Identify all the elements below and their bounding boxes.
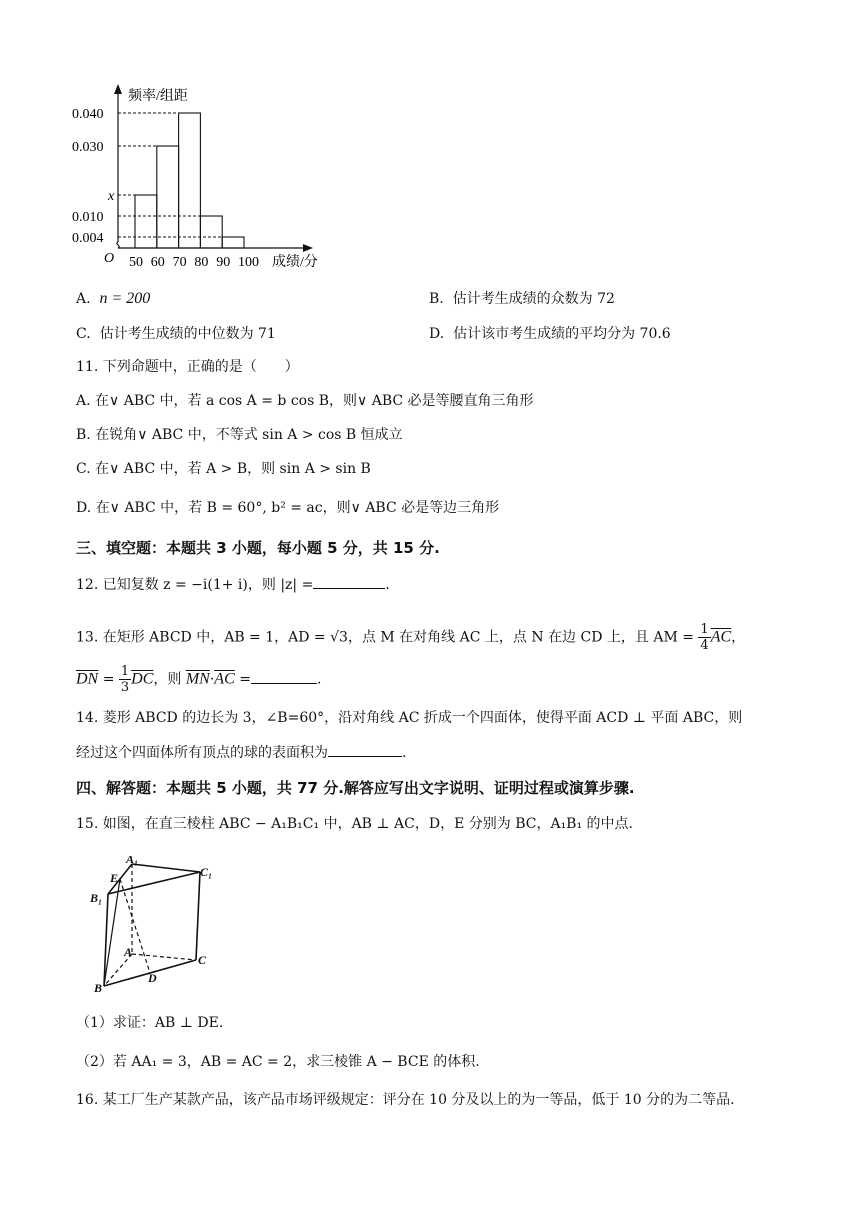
histogram-bar <box>222 237 244 248</box>
q10-option-b: B. 估计考生成绩的众数为 72 <box>429 291 615 307</box>
vector-dc: $\overline{DC}$ <box>131 670 154 688</box>
q11-option-a: A. 在∨ ABC 中，若 a cos A = b cos B，则∨ ABC 必是等腰直角三角形 <box>76 393 534 409</box>
x-axis-label: 成绩/分 <box>272 255 318 270</box>
vector-ac: $\overline{AC}$ <box>710 628 732 646</box>
histogram-bar <box>135 195 157 248</box>
origin-label: O <box>104 251 115 266</box>
label-c1: C₁ <box>200 865 213 879</box>
q13-line2: $\overline{DN}$ = $\frac{1}{3}$ $\overline{DC}$，则 $\overline{MN}\cdot\overline{AC}$ = . <box>76 664 322 695</box>
label-d: D <box>148 971 157 985</box>
label-a: A <box>124 945 133 959</box>
label-c: C <box>198 953 207 967</box>
q14-line2: 经过这个四面体所有顶点的球的表面积为 . <box>76 742 406 763</box>
answer-blank[interactable] <box>328 742 402 757</box>
histogram-bar <box>200 216 222 248</box>
q11-option-c: C. 在∨ ABC 中，若 A > B，则 sin A > sin B <box>76 461 371 477</box>
y-tick-label: 0.040 <box>72 107 104 122</box>
fraction-one-third: $\frac{1}{3}$ <box>120 664 130 695</box>
prism-figure <box>88 856 223 996</box>
x-tick-label: 90 <box>216 255 231 270</box>
x-tick-label: 50 <box>129 255 143 270</box>
option-a-math: n = 200 <box>99 290 151 307</box>
q10-option-d: D. 估计该市考生成绩的平均分为 70.6 <box>429 326 671 342</box>
q15-stem: 15. 如图，在直三棱柱 ABC − A₁B₁C₁ 中，AB ⊥ AC，D，E 分别为 BC，A₁B₁ 的中点. <box>76 816 633 832</box>
section-3-heading: 三、填空题：本题共 3 小题，每小题 5 分，共 15 分. <box>76 539 440 557</box>
q11-stem: 11. 下列命题中，正确的是（ ） <box>76 359 299 375</box>
section-4-heading: 四、解答题：本题共 5 小题，共 77 分.解答应写出文字说明、证明过程或演算步骤. <box>76 779 635 797</box>
q10-option-c: C. 估计考生成绩的中位数为 71 <box>76 326 276 342</box>
vector-dn: $\overline{DN}$ <box>76 670 99 688</box>
y-tick-label: 0.010 <box>72 210 104 225</box>
y-tick-label: 0.004 <box>72 231 104 246</box>
axis-break-mark <box>117 242 130 248</box>
q10-option-a: A. n = 200 <box>76 290 151 307</box>
q12: 12. 已知复数 z = −i(1+ i)，则 |z| = . <box>76 574 390 595</box>
x-tick-label: 100 <box>238 255 259 270</box>
label-b: B <box>94 981 103 995</box>
q11-option-b: B. 在锐角∨ ABC 中，不等式 sin A > cos B 恒成立 <box>76 427 403 443</box>
y-tick-label: 0.030 <box>72 140 104 155</box>
q13-line1: 13. 在矩形 ABCD 中，AB = 1，AD = √3，点 M 在对角线 AC 上，点 N 在边 CD 上，且 AM = $\frac{1}{4}$ $\overline{AC}$， <box>76 622 746 653</box>
y-axis-label: 频率/组距 <box>128 89 188 104</box>
frequency-histogram <box>70 82 370 277</box>
q14-line1: 14. 菱形 ABCD 的边长为 3，∠B=60°，沿对角线 AC 折成一个四面体，使得平面 ACD ⊥ 平面 ABC，则 <box>76 710 743 726</box>
x-tick-label: 60 <box>150 255 165 270</box>
label-a1: A₁ <box>126 856 139 866</box>
histogram-bar <box>157 146 179 248</box>
vector-mn: $\overline{MN}$ <box>185 670 210 688</box>
q11-option-d: D. 在∨ ABC 中，若 B = 60°, b² = ac，则∨ ABC 必是等边三角形 <box>76 500 500 516</box>
x-tick-label: 70 <box>172 255 187 270</box>
answer-blank[interactable] <box>251 669 317 684</box>
label-b1: B₁ <box>90 891 103 905</box>
label-e: E <box>110 871 119 885</box>
q15-part1: （1）求证：AB ⊥ DE. <box>76 1015 224 1031</box>
fraction-one-quarter: $\frac{1}{4}$ <box>700 622 709 653</box>
q16-stem: 16. 某工厂生产某款产品，该产品市场评级规定：评分在 10 分及以上的为一等品，低于 10 分的为二等品. <box>76 1092 735 1108</box>
y-tick-label: x <box>108 189 115 204</box>
x-tick-label: 80 <box>194 255 209 270</box>
q15-part2: （2）若 AA₁ = 3，AB = AC = 2，求三棱锥 A − BCE 的体积. <box>76 1054 480 1070</box>
vector-ac-2: $\overline{AC}$ <box>214 670 235 688</box>
histogram-bar <box>179 113 201 248</box>
answer-blank[interactable] <box>313 574 385 589</box>
x-axis-arrow <box>303 244 313 252</box>
y-axis-arrow <box>114 84 122 94</box>
